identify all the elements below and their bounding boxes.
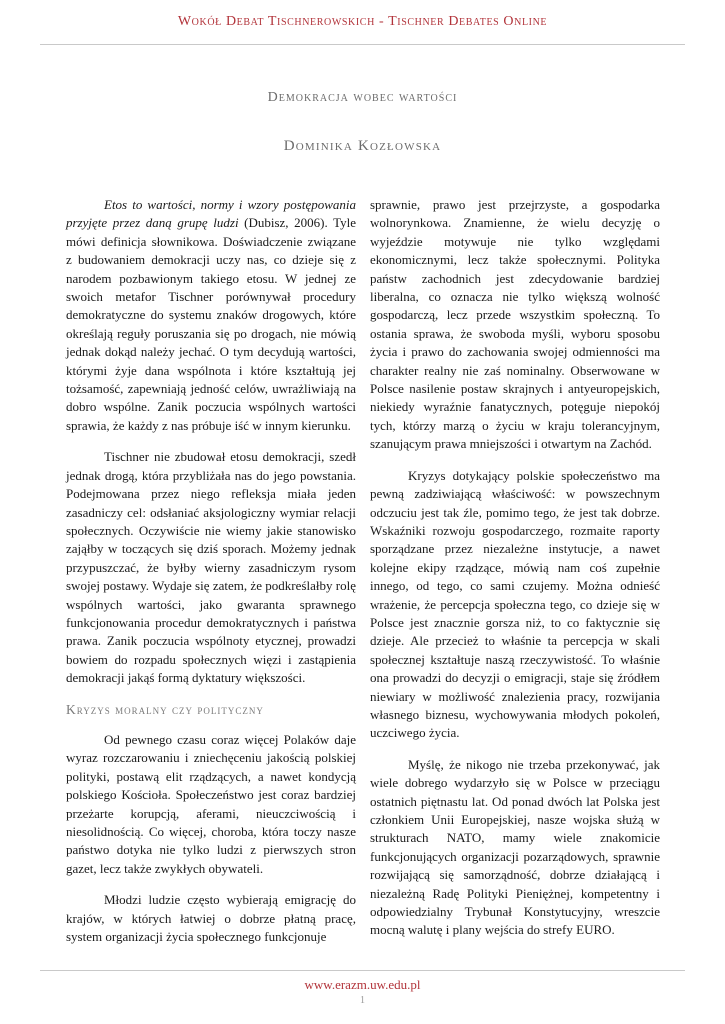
page-number: 1 <box>360 995 365 1006</box>
left-column <box>66 196 356 946</box>
header-divider <box>40 44 685 45</box>
section-title: Demokracja wobec wartości <box>267 90 458 105</box>
left-paragraph-4: Młodzi ludzie często wybierają emigrację do krajów, w których łatwiej o dobrze płatną pracę, system organizacji życia społecznego funkcjonuje <box>66 892 356 945</box>
footer-divider <box>40 970 685 971</box>
footer-url-link[interactable]: www.erazm.uw.edu.pl <box>304 977 421 992</box>
right-paragraph-2: Kryzys dotykający polskie społeczeństwo ma pewną zadziwiającą właściwość: w powszechnym odczuciu jest tak źle, pomimo tego, że jest tak dobrze. Wskaźniki rozwoju gospodarczego, rozmaite raporty sporządzane przez niezależne instytucje, a nawet kolejne ekipy rządzące, mówią nam coś zupełnie innego, od tego, co sami czujemy. Można odnieść wrażenie, że percepcja społeczna tego, co dzieje się w Polsce jest znacznie gorsza niż, to co faktycznie się dzieje. Ale przecież to właśnie ta percepcja w skali społecznej kształtuje naszą rzeczywistość. To właśnie ona prowadzi do decyzji o emigracji, staje się źródłem niewiary w możliwość znalezienia pracy, rozwijania własnego biznesu, wychowywania młodych pokoleń, uczciwego życia. <box>370 467 660 741</box>
journal-header: Wokół Debat Tischnerowskich - Tischner Debates Online <box>177 14 548 29</box>
right-column <box>370 196 660 940</box>
subheading-kryzys: Kryzys moralny czy polityczny <box>66 701 264 717</box>
right-paragraph-1: sprawnie, prawo jest przejrzyste, a gospodarka wolnorynkowa. Znamienne, że wielu decyzję o wyjeździe motywuje nie tylko względami ekonomicznymi, lecz także społecznymi. Polityka państw zachodnich jest zdecydowanie bardziej liberalna, co oznacza nie tylko większą wolność gospodarczą, lecz przede wszystkim społeczną. To ostania sprawa, że swoboda myśli, wyboru sposobu życia i prawo do zachowania swojej odmienności ma charakter realny nie zaś nominalny. Obserwowane w Polsce nasilenie postaw skrajnych i antyeuropejskich, niekiedy wyraźnie fanatycznych, potęguje niepokój tych, którzy marzą o życiu w kraju tolerancyjnym, szanującym prawa mniejszości i otwartym na Zachód. <box>370 197 660 452</box>
author-name: Dominika Kozłowska <box>283 138 442 154</box>
right-paragraph-3: Myślę, że nikogo nie trzeba przekonywać, jak wiele dobrego wydarzyło się w Polsce w przeciągu ostatnich piętnastu lat. Od ponad dwóch lat Polska jest członkiem Unii Europejskiej, nasze wojska służą w strukturach NATO, mamy wiele znakomicie funkcjonujących organizacji pozarządowych, sprawnie rozwijającą się samorządność, dobrze działającą i niezależną Radę Polityki Pieniężnej, kompetentny i odpowiedzialny Trybunał Konstytucyjny, wreszcie mocną walutę i plany wejścia do strefy EURO. <box>370 756 660 938</box>
etos-definition-quote: Etos to wartości, normy i wzory postępowania przyjęte przez daną grupę ludzi <box>66 197 356 231</box>
left-paragraph-1 <box>66 196 356 435</box>
left-paragraph-1-text: (Dubisz, 2006). Tyle mówi definicja słownikowa. Doświadczenie związane z budowaniem demokracji uczy nas, co dzieje się z narodem pozbawionym takiego etosu. W jednej ze swoich metafor Tischner porównywał procedury demokratyczne do systemu znaków drogowych, które określają reguły poruszania się po drogach, nie mówią jednak dokąd należy jechać. O tym decydują wartości, którymi żyje dana wspólnota i które kształtują jej tożsamość, zapewniają jedność celów, uwrażliwiają na dobro wspólne. Zanik poczucia wspólnych wartości sprawia, że każdy z nas próbuje iść w innym kierunku. <box>66 215 356 433</box>
left-paragraph-3: Od pewnego czasu coraz więcej Polaków daje wyraz rozczarowaniu i zniechęceniu jakością polskiej polityki, postawą elit rządzących, a nawet kondycją polskiego Kościoła. Społeczeństwo jest coraz bardziej przeżarte korupcją, aferami, nieuczciwością i niesolidnością. Co więcej, choroba, która toczy nasze państwo dotyka nie tylko ludzi z pierwszych stron gazet, lecz także zwykłych obywateli. <box>66 731 356 876</box>
left-paragraph-2: Tischner nie zbudował etosu demokracji, szedł jednak drogą, która przybliżała nas do jego powstania. Podejmowana przez niego refleksja miała jeden zasadniczy cel: odsłaniać aksjologiczny wymiar relacji społecznych. Oczywiście nie wiemy jakie stanowisko zająłby w toczących się dziś sporach. Możemy jednak przypuszczać, że byłby wierny zasadniczym rysom swojej postawy. Wydaje się zatem, że podkreślałby rolę wspólnych wartości, jako gwaranta sprawnego funkcjonowania procedur demokratycznych i państwa prawa. Zanik poczucia wspólnoty etycznej, prowadzi bowiem do rozpadu społecznych więzi i zastąpienia demokracji jakąś formą dyktatury większości. <box>66 449 356 686</box>
